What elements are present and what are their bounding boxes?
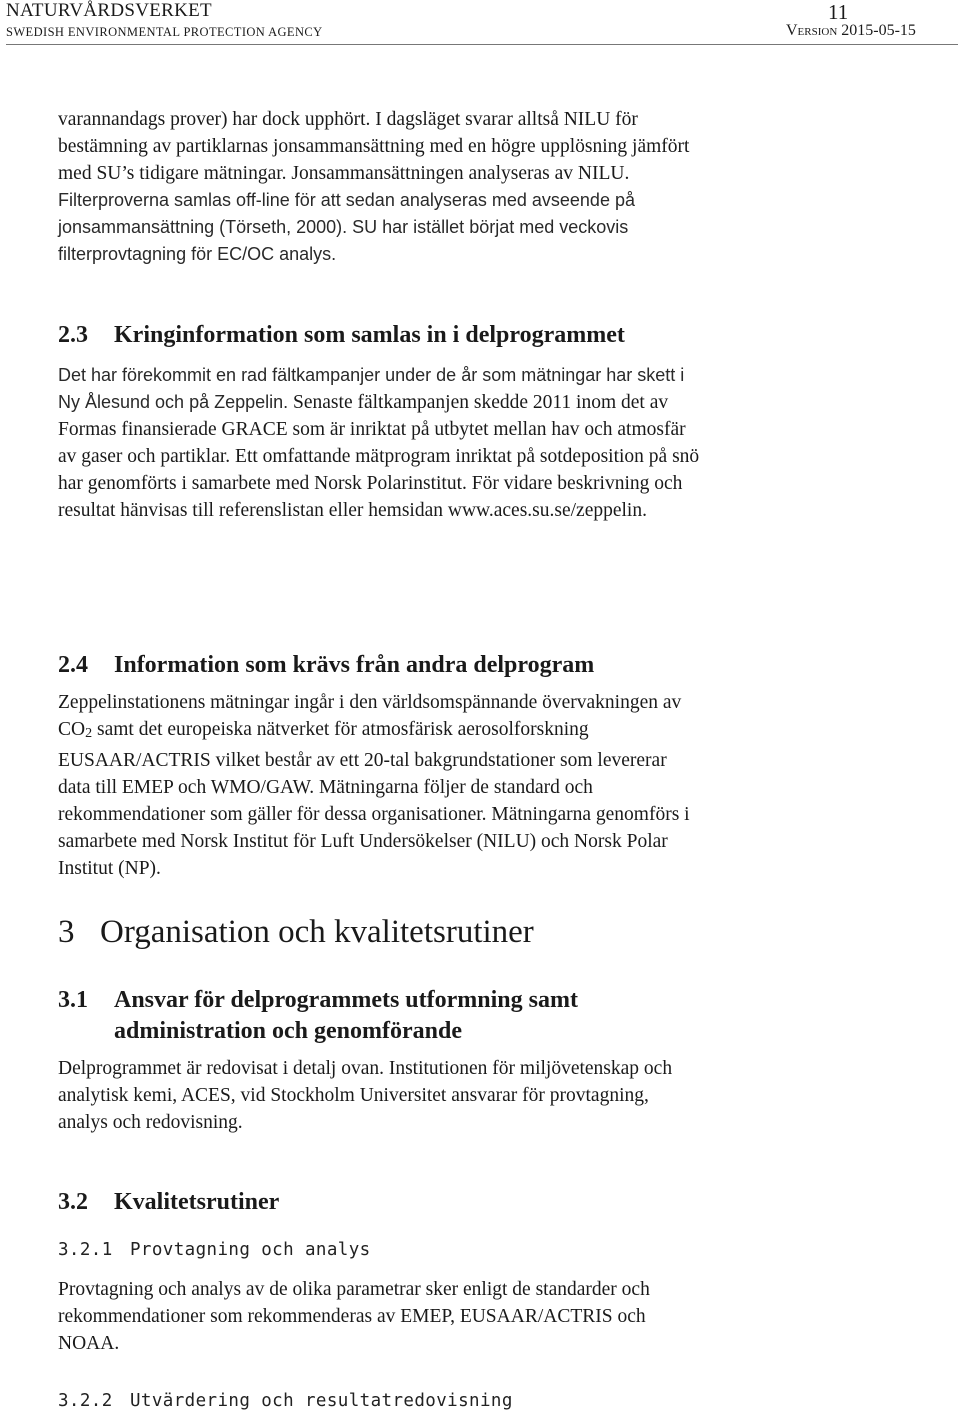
text-line: samt det europeiska nätverket för atmosfärisk aerosolforskning — [92, 719, 589, 740]
heading-number: 3.1 — [58, 987, 88, 1013]
paragraph-2-4 — [58, 689, 690, 882]
text-line: Provtagning och analys av de olika parametrar sker enligt de standarder och — [58, 1279, 650, 1300]
paragraph-3-2-1 — [58, 1276, 650, 1357]
text-line: varannandags prover) har dock upphört. I dagsläget svarar alltså NILU för — [58, 109, 638, 130]
heading-title-line: Ansvar för delprogrammets utformning samt — [114, 987, 578, 1013]
text-line: rekommendationer som gäller för dessa organisationer. Mätningarna genomförs i — [58, 804, 690, 826]
heading-number: 2.4 — [58, 652, 88, 678]
heading-title-line: administration och genomförande — [114, 1018, 462, 1044]
heading-title: Kringinformation som samlas in i delprogrammet — [114, 322, 625, 348]
text-line: Institut (NP). — [58, 858, 161, 880]
paragraph-2-3 — [58, 362, 699, 524]
heading-title: Utvärdering och resultatredovisning — [130, 1391, 513, 1411]
header-page-number: 11 — [828, 0, 849, 24]
text-line: filterprovtagning för EC/OC analys. — [58, 244, 337, 264]
text-line: analys och redovisning. — [58, 1112, 243, 1133]
heading-2-4 — [58, 652, 594, 679]
header-divider — [6, 44, 958, 45]
co2-base: CO — [58, 719, 86, 740]
paragraph-3-1 — [58, 1055, 672, 1136]
text-line: analytisk kemi, ACES, vid Stockholm Universitet ansvarar för provtagning, — [58, 1085, 649, 1106]
text-line-tail: Senaste fältkampanjen skedde 2011 inom det av — [288, 392, 669, 413]
header-version: Version 2015-05-15 — [786, 22, 916, 39]
text-line: Det har förekommit en rad fältkampanjer under de år som mätningar har skett i — [58, 365, 685, 385]
text-line: resultat hänvisas till referenslistan eller hemsidan www.aces.su.se/zeppelin. — [58, 500, 647, 521]
text-line: rekommendationer som rekommenderas av EMEP, EUSAAR/ACTRIS och — [58, 1306, 646, 1327]
heading-title: Information som krävs från andra delprogram — [114, 652, 595, 678]
header-agency-name: NATURVÅRDSVERKET — [6, 0, 212, 21]
heading-number: 3.2.1 — [58, 1240, 113, 1260]
text-line: samarbete med Norsk Institut för Luft Undersökelser (NILU) och Norsk Polar — [58, 831, 668, 853]
text-line: bestämning av partiklarnas jonsammansättning med en högre upplösning jämfört — [58, 136, 690, 157]
text-line: data till EMEP och WMO/GAW. Mätningarna följer de standard och — [58, 777, 593, 799]
heading-title: Provtagning och analys — [130, 1240, 371, 1260]
text-line: Formas finansierade GRACE som är inriktat på utbytet mellan hav och atmosfär — [58, 419, 686, 440]
text-line: Ny Ålesund och på Zeppelin. — [58, 392, 289, 412]
heading-3-1 — [58, 985, 578, 1047]
header-agency-english: SWEDISH ENVIRONMENTAL PROTECTION AGENCY — [6, 25, 323, 39]
heading-2-3 — [58, 322, 625, 349]
text-line: jonsammansättning (Törseth, 2000). SU har istället börjat med veckovis — [58, 217, 629, 237]
heading-3-2-1 — [58, 1240, 371, 1260]
heading-3-2 — [58, 1189, 279, 1216]
text-line: har genomförts i samarbete med Norsk Polarinstitut. För vidare beskrivning och — [58, 473, 683, 494]
heading-number: 3.2 — [58, 1189, 88, 1215]
heading-number: 3.2.2 — [58, 1391, 113, 1411]
heading-title: Organisation och kvalitetsrutiner — [100, 914, 534, 950]
intro-paragraph — [58, 106, 689, 268]
heading-number: 3 — [58, 914, 75, 950]
text-line: NOAA. — [58, 1333, 120, 1354]
heading-3 — [58, 914, 534, 951]
text-line: Zeppelinstationens mätningar ingår i den världsomspännande övervakningen av — [58, 692, 682, 713]
text-line: EUSAAR/ACTRIS vilket består av ett 20-tal bakgrundstationer som levererar — [58, 750, 667, 772]
heading-title: Kvalitetsrutiner — [114, 1189, 280, 1215]
co2-subscript: 2 — [85, 725, 93, 742]
heading-3-2-2 — [58, 1391, 513, 1411]
heading-number: 2.3 — [58, 322, 88, 348]
text-line: med SU’s tidigare mätningar. Jonsammansättningen analyseras av NILU. — [58, 163, 630, 184]
text-line: Delprogrammet är redovisat i detalj ovan. Institutionen för miljövetenskap och — [58, 1058, 673, 1079]
text-line: Filterproverna samlas off-line för att sedan analyseras med avseende på — [58, 190, 635, 210]
text-line: av gaser och partiklar. Ett omfattande mätprogram inriktat på sotdeposition på snö — [58, 446, 700, 467]
